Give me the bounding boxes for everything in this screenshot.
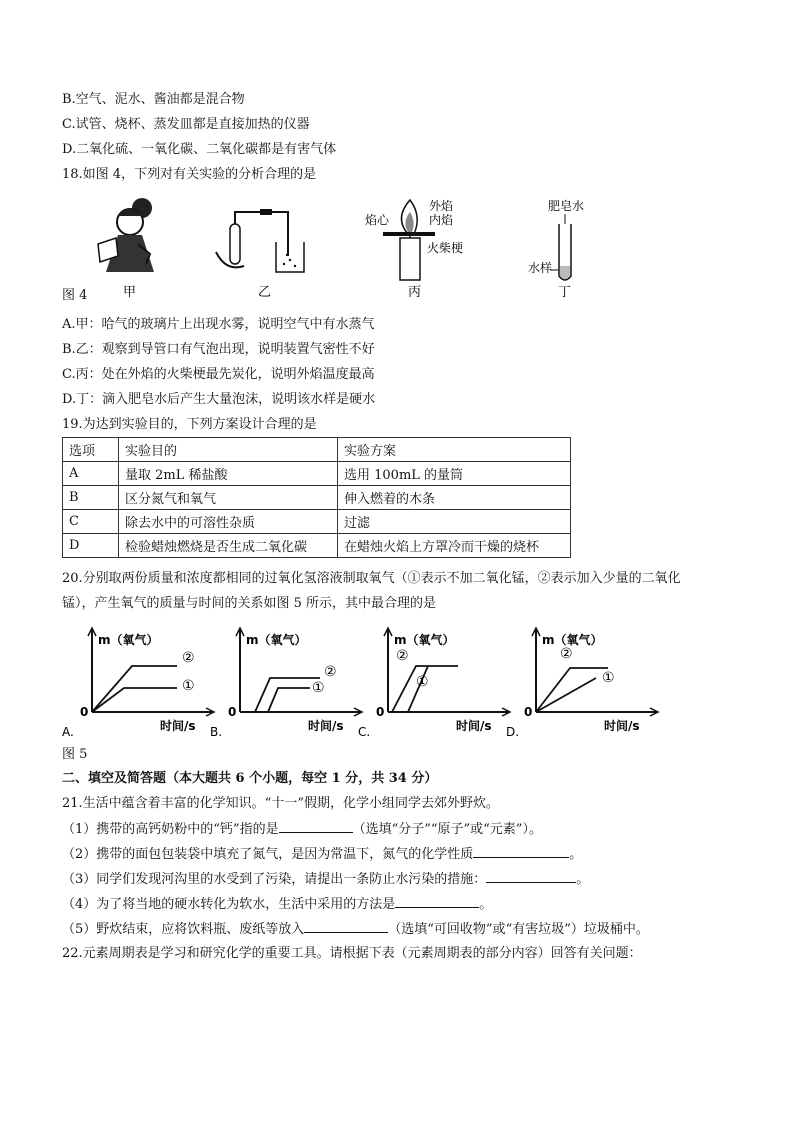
graph-option-label: B.: [210, 725, 223, 739]
figure-4: [88, 194, 600, 302]
y-axis-label: m（氧气）: [542, 633, 603, 647]
section-2-title: 二、填空及简答题（本大题共 6 个小题，每空 1 分，共 34 分）: [62, 771, 438, 786]
label-outer-flame: 外焰: [429, 199, 454, 213]
q17-option-b: B.空气、泥水、酱油都是混合物: [62, 92, 245, 107]
q21-item-4: （4）为了将当地的硬水转化为软水，生活中采用的方法是 。: [62, 897, 493, 912]
curve-2-label: ②: [182, 650, 195, 666]
figure-5-label: 图 5: [62, 747, 88, 762]
q21-stem: 21.生活中蕴含着丰富的化学知识。“十一”假期，化学小组同学去郊外野炊。: [62, 796, 499, 811]
answer-blank[interactable]: [486, 870, 576, 883]
table-row: [63, 534, 571, 558]
q17-option-c: C.试管、烧杯、蒸发皿都是直接加热的仪器: [62, 117, 310, 132]
table-cell: 检验蜡烛燃烧是否生成二氧化碳: [119, 534, 338, 558]
answer-blank[interactable]: [304, 920, 388, 933]
label-soap-water: 肥皂水: [548, 199, 585, 213]
panel-ding-illustration: [550, 214, 571, 280]
panel-label-ding: 丁: [558, 285, 572, 300]
q18-option-a: A.甲：哈气的玻璃片上出现水雾，说明空气中有水蒸气: [62, 317, 375, 332]
curve-2-line: [92, 666, 177, 712]
table-cell: 在蜡烛火焰上方罩冷而干燥的烧杯: [338, 534, 571, 558]
curve-2-label: ②: [396, 648, 409, 664]
q21-item-5: （5）野炊结束，应将饮料瓶、废纸等放入 （选填“可回收物”或“有害垃圾”）垃圾桶中。: [62, 922, 649, 937]
figure-5: [62, 616, 662, 742]
label-inner-flame: 内焰: [429, 213, 454, 227]
table-cell: B: [63, 486, 119, 510]
graph-option-label: D.: [506, 725, 520, 739]
x-axis-label: 时间/s: [604, 719, 640, 733]
table-row: [63, 510, 571, 534]
panel-label-yi: 乙: [258, 285, 272, 300]
x-axis-label: 时间/s: [308, 719, 344, 733]
table-row: [63, 486, 571, 510]
table-cell: A: [63, 462, 119, 486]
origin-label: 0: [376, 705, 385, 719]
q20-stem-line1: 20.分别取两份质量和浓度都相同的过氧化氢溶液制取氧气（①表示不加二氧化锰，②表示加入少量的二氧化: [62, 571, 681, 586]
q18-stem: 18.如图 4，下列对有关实验的分析合理的是: [62, 167, 317, 182]
table-header-row: [63, 438, 571, 462]
answer-blank[interactable]: [395, 895, 479, 908]
table-header-cell: 选项: [63, 438, 119, 462]
answer-blank[interactable]: [279, 820, 353, 833]
table-cell: 区分氮气和氧气: [119, 486, 338, 510]
table-row: [63, 462, 571, 486]
label-water-sample: 水样: [528, 261, 553, 275]
table-cell: 选用 100mL 的量筒: [338, 462, 571, 486]
panel-jia-illustration: [98, 198, 154, 272]
q21-item-2: （2）携带的面包包装袋中填充了氮气，是因为常温下，氮气的化学性质 。: [62, 847, 583, 862]
curve-1-label: ①: [312, 680, 325, 696]
curve-1-line: [536, 678, 596, 712]
curve-1-line: [268, 688, 310, 712]
q18-option-c: C.丙：处在外焰的火柴梗最先炭化，说明外焰温度最高: [62, 367, 375, 382]
panel-yi-illustration: [216, 209, 304, 272]
origin-label: 0: [80, 705, 89, 719]
answer-blank[interactable]: [473, 845, 569, 858]
graph-option-label: A.: [62, 725, 74, 739]
x-axis-label: 时间/s: [160, 719, 196, 733]
x-axis-label: 时间/s: [456, 719, 492, 733]
curve-2-label: ②: [324, 664, 337, 680]
table-cell: C: [63, 510, 119, 534]
q21-item-3: （3）同学们发现河沟里的水受到了污染，请提出一条防止水污染的措施： 。: [62, 872, 590, 887]
table-header-cell: 实验目的: [119, 438, 338, 462]
table-cell: 过滤: [338, 510, 571, 534]
curve-1-label: ①: [182, 678, 195, 694]
table-cell: 量取 2mL 稀盐酸: [119, 462, 338, 486]
origin-label: 0: [228, 705, 237, 719]
q17-option-d: D.二氧化硫、一氧化碳、二氧化碳都是有害气体: [62, 142, 337, 157]
y-axis-label: m（氧气）: [246, 633, 307, 647]
panel-bing-illustration: [383, 200, 435, 280]
y-axis-label: m（氧气）: [394, 633, 455, 647]
q22-stem: 22.元素周期表是学习和研究化学的重要工具。请根据下表（元素周期表的部分内容）回答有关问题：: [62, 946, 642, 961]
curve-2-line: [255, 678, 320, 712]
q18-option-d: D.丁：滴入肥皂水后产生大量泡沫，说明该水样是硬水: [62, 392, 376, 407]
y-axis-label: m（氧气）: [98, 633, 159, 647]
curve-1-label: ①: [416, 674, 429, 690]
figure-4-label: 图 4: [62, 288, 88, 303]
q19-stem: 19.为达到实验目的，下列方案设计合理的是: [62, 417, 317, 432]
origin-label: 0: [524, 705, 533, 719]
curve-1-label: ①: [602, 670, 615, 686]
table-cell: 除去水中的可溶性杂质: [119, 510, 338, 534]
curve-2-label: ②: [560, 646, 573, 662]
q20-stem-line2: 锰），产生氧气的质量与时间的关系如图 5 所示，其中最合理的是: [62, 596, 437, 611]
graph-option-label: C.: [358, 725, 371, 739]
table-header-cell: 实验方案: [338, 438, 571, 462]
label-flame-core: 焰心: [365, 213, 390, 227]
panel-label-bing: 丙: [408, 285, 422, 300]
label-match-stick: 火柴梗: [427, 241, 464, 255]
q21-item-1: （1）携带的高钙奶粉中的“钙”指的是 （选填“分子”“原子”或“元素”）。: [62, 822, 542, 837]
q19-table: [62, 437, 571, 558]
table-cell: D: [63, 534, 119, 558]
q18-option-b: B.乙：观察到导管口有气泡出现，说明装置气密性不好: [62, 342, 375, 357]
panel-label-jia: 甲: [123, 285, 137, 300]
table-cell: 伸入燃着的木条: [338, 486, 571, 510]
curve-1-line: [92, 688, 177, 712]
